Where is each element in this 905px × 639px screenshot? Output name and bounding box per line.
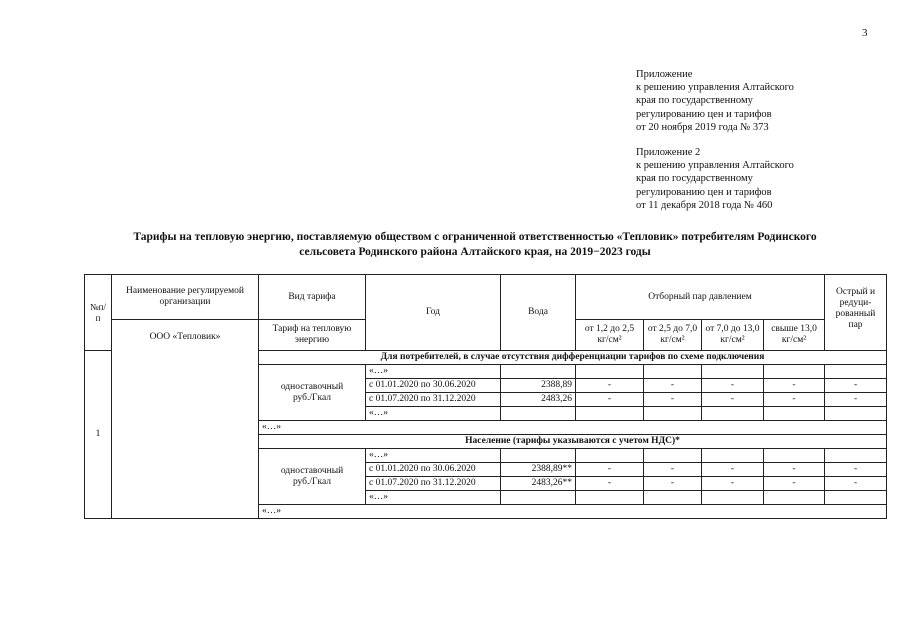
dash-cell: - xyxy=(644,463,702,477)
ellipsis-cell: «…» xyxy=(259,421,887,435)
dash-cell: - xyxy=(764,379,825,393)
dash-cell: - xyxy=(644,477,702,491)
row-number: 1 xyxy=(85,351,112,519)
header-tariff-type: Вид тарифа xyxy=(259,275,366,320)
header-water: Вода xyxy=(501,275,576,351)
header-year: Год xyxy=(366,275,501,351)
appendix-1-block xyxy=(636,68,794,134)
title-line-2: сельсовета Родинского района Алтайского края, на 2019−2023 годы xyxy=(299,246,651,258)
water-value-cell: 2388,89** xyxy=(501,463,576,477)
appendix-2-block xyxy=(636,146,794,212)
appendix-1-line: Приложение xyxy=(636,69,693,80)
dash-cell: - xyxy=(825,393,887,407)
header-steam: Отборный пар давлением xyxy=(576,275,825,320)
header-steam-3: от 7,0 до 13,0 кг/см² xyxy=(702,320,764,351)
org-name-cell: ООО «Тепловик» xyxy=(112,320,259,519)
appendix-2-line: от 11 декабря 2018 года № 460 xyxy=(636,199,773,211)
period-cell: с 01.07.2020 по 31.12.2020 xyxy=(366,477,501,491)
appendix-1-line: регулированию цен и тарифов xyxy=(636,108,772,120)
dash-cell: - xyxy=(576,393,644,407)
header-num: №п/п xyxy=(85,275,112,351)
water-value-cell: 2483,26** xyxy=(501,477,576,491)
tariff-label-line-2: руб./Гкал xyxy=(292,476,332,487)
dash-cell: - xyxy=(825,477,887,491)
dash-cell: - xyxy=(702,393,764,407)
appendix-2-line: регулированию цен и тарифов xyxy=(636,186,772,198)
ellipsis-cell: «…» xyxy=(259,505,887,519)
dash-cell: - xyxy=(764,477,825,491)
dash-cell: - xyxy=(702,379,764,393)
header-steam-2: от 2,5 до 7,0 кг/см² xyxy=(644,320,702,351)
dash-cell: - xyxy=(764,393,825,407)
tariff-label-line-2: руб./Гкал xyxy=(292,392,332,403)
dash-cell: - xyxy=(764,463,825,477)
dash-cell: - xyxy=(576,379,644,393)
section-1-tariff-label xyxy=(259,365,366,421)
header-row-1 xyxy=(85,275,887,320)
period-cell: с 01.01.2020 по 30.06.2020 xyxy=(366,379,501,393)
header-sharp-steam: Острый и редуци-рованный пар xyxy=(825,275,887,351)
period-cell: с 01.07.2020 по 31.12.2020 xyxy=(366,393,501,407)
dash-cell: - xyxy=(702,463,764,477)
ellipsis-cell: «…» xyxy=(366,491,501,505)
dash-cell: - xyxy=(825,463,887,477)
tariff-table xyxy=(84,274,887,519)
dash-cell: - xyxy=(576,463,644,477)
water-value-cell: 2483,26 xyxy=(501,393,576,407)
appendix-2-line: к решению управления Алтайского xyxy=(636,160,794,172)
dash-cell: - xyxy=(644,379,702,393)
ellipsis-cell: «…» xyxy=(366,407,501,421)
appendix-1-line: края по государственному xyxy=(636,95,753,107)
appendix-1-line: от 20 ноября 2019 года № 373 xyxy=(636,121,769,133)
dash-cell: - xyxy=(576,477,644,491)
ellipsis-cell: «…» xyxy=(366,365,501,379)
section-1-title: Для потребителей, в случае отсутствия дифференциации тарифов по схеме подключения xyxy=(259,351,887,365)
tariff-energy-cell: Тариф на тепловую энергию xyxy=(259,320,366,351)
page-number: 3 xyxy=(862,27,868,39)
tariff-label-line-1: одноставочный xyxy=(280,381,344,392)
ellipsis-cell: «…» xyxy=(366,449,501,463)
dash-cell: - xyxy=(702,477,764,491)
appendix-2-line: Приложение 2 xyxy=(636,147,701,158)
water-value-cell: 2388,89 xyxy=(501,379,576,393)
document-title xyxy=(60,230,890,260)
header-org: Наименование регулируемой организации xyxy=(112,275,259,320)
appendix-1-line: к решению управления Алтайского xyxy=(636,82,794,94)
section-2-title: Население (тарифы указываются с учетом НДС)* xyxy=(259,435,887,449)
section-2-tariff-label xyxy=(259,449,366,505)
header-steam-4: свыше 13,0 кг/см² xyxy=(764,320,825,351)
dash-cell: - xyxy=(644,393,702,407)
appendix-2-line: края по государственному xyxy=(636,173,753,185)
tariff-label-line-1: одноставочный xyxy=(280,465,344,476)
period-cell: с 01.01.2020 по 30.06.2020 xyxy=(366,463,501,477)
dash-cell: - xyxy=(825,379,887,393)
title-line-1: Тарифы на тепловую энергию, поставляемую обществом с ограниченной ответственностью «Тепловик» потребителям Родинского xyxy=(133,231,817,243)
header-steam-1: от 1,2 до 2,5 кг/см² xyxy=(576,320,644,351)
